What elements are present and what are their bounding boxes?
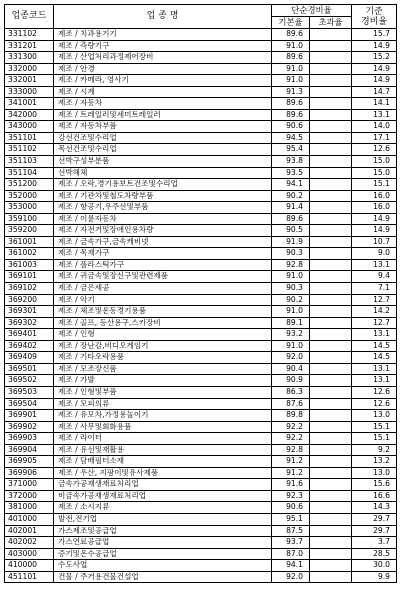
standard-rate-cell: 15.2	[352, 52, 397, 64]
excess-rate-cell	[310, 98, 352, 110]
industry-name-cell: 제조 / 자동차	[54, 98, 272, 110]
standard-rate-cell: 14.5	[352, 340, 397, 352]
basic-rate-cell: 94.1	[272, 560, 310, 572]
basic-rate-cell: 91.2	[272, 456, 310, 468]
expense-rate-table	[4, 4, 397, 583]
standard-rate-cell: 9.4	[352, 271, 397, 283]
industry-name-cell: 제조 / 유선및재활용	[54, 444, 272, 456]
table-row	[5, 40, 397, 52]
basic-rate-cell: 92.3	[272, 490, 310, 502]
code-cell: 332001	[5, 75, 54, 87]
industry-name-cell: 제조 / 담배필터소재	[54, 456, 272, 468]
table-row	[5, 537, 397, 549]
code-cell: 341001	[5, 98, 54, 110]
basic-rate-cell: 89.6	[272, 52, 310, 64]
header-basic-rate: 기본율	[272, 17, 310, 29]
code-cell: 351102	[5, 144, 54, 156]
table-row	[5, 259, 397, 271]
table-row	[5, 513, 397, 525]
excess-rate-cell	[310, 386, 352, 398]
excess-rate-cell	[310, 467, 352, 479]
excess-rate-cell	[310, 537, 352, 549]
industry-name-cell: 제조 / 가발	[54, 375, 272, 387]
code-cell: 451101	[5, 571, 54, 583]
table-row	[5, 179, 397, 191]
excess-rate-cell	[310, 421, 352, 433]
industry-name-cell: 제조 / 산업처리과정제어장비	[54, 52, 272, 64]
standard-rate-cell: 30.0	[352, 560, 397, 572]
basic-rate-cell: 90.2	[272, 294, 310, 306]
basic-rate-cell: 87.6	[272, 398, 310, 410]
excess-rate-cell	[310, 375, 352, 387]
excess-rate-cell	[310, 202, 352, 214]
standard-rate-cell: 14.9	[352, 75, 397, 87]
basic-rate-cell: 91.0	[272, 63, 310, 75]
standard-rate-cell: 13.0	[352, 467, 397, 479]
table-row	[5, 386, 397, 398]
excess-rate-cell	[310, 410, 352, 422]
industry-name-cell: 제조 / 기타오락용품	[54, 352, 272, 364]
table-row	[5, 271, 397, 283]
standard-rate-cell: 12.6	[352, 398, 397, 410]
table-body	[5, 29, 397, 583]
excess-rate-cell	[310, 513, 352, 525]
standard-rate-cell: 15.7	[352, 29, 397, 41]
excess-rate-cell	[310, 213, 352, 225]
standard-rate-cell: 15.0	[352, 156, 397, 168]
standard-rate-cell: 14.0	[352, 121, 397, 133]
excess-rate-cell	[310, 456, 352, 468]
excess-rate-cell	[310, 363, 352, 375]
code-cell: 351200	[5, 179, 54, 191]
excess-rate-cell	[310, 502, 352, 514]
standard-rate-cell: 17.1	[352, 132, 397, 144]
industry-name-cell: 제조 / 이륜자동차	[54, 213, 272, 225]
excess-rate-cell	[310, 144, 352, 156]
standard-rate-cell: 15.0	[352, 167, 397, 179]
code-cell: 369501	[5, 363, 54, 375]
standard-rate-cell: 15.1	[352, 179, 397, 191]
basic-rate-cell: 90.4	[272, 363, 310, 375]
code-cell: 351104	[5, 167, 54, 179]
industry-name-cell: 비금속가공재생재료처리업	[54, 490, 272, 502]
table-row	[5, 548, 397, 560]
table-row	[5, 375, 397, 387]
standard-rate-cell: 15.1	[352, 421, 397, 433]
standard-rate-cell: 13.1	[352, 363, 397, 375]
industry-name-cell: 가스제조및공급업	[54, 525, 272, 537]
table-row	[5, 98, 397, 110]
basic-rate-cell: 86.3	[272, 386, 310, 398]
basic-rate-cell: 95.4	[272, 144, 310, 156]
industry-name-cell: 목선건조및수리업	[54, 144, 272, 156]
basic-rate-cell: 94.5	[272, 132, 310, 144]
basic-rate-cell: 91.6	[272, 479, 310, 491]
code-cell: 372000	[5, 490, 54, 502]
header-standard-rate: 기준 경비율	[352, 5, 397, 29]
standard-rate-cell: 28.5	[352, 548, 397, 560]
code-cell: 331102	[5, 29, 54, 41]
industry-name-cell: 제조 / 악기	[54, 294, 272, 306]
table-row	[5, 571, 397, 583]
excess-rate-cell	[310, 86, 352, 98]
standard-rate-cell: 9.0	[352, 248, 397, 260]
excess-rate-cell	[310, 340, 352, 352]
code-cell: 402001	[5, 525, 54, 537]
code-cell: 369200	[5, 294, 54, 306]
table-row	[5, 433, 397, 445]
excess-rate-cell	[310, 352, 352, 364]
basic-rate-cell: 90.3	[272, 283, 310, 295]
table-row	[5, 144, 397, 156]
industry-name-cell: 제조 / 자동차부품	[54, 121, 272, 133]
table-header	[5, 5, 397, 29]
excess-rate-cell	[310, 306, 352, 318]
basic-rate-cell: 92.8	[272, 444, 310, 456]
industry-name-cell: 제조 / 소시지류	[54, 502, 272, 514]
standard-rate-cell: 15.1	[352, 433, 397, 445]
standard-rate-cell: 3.7	[352, 537, 397, 549]
standard-rate-cell: 29.7	[352, 513, 397, 525]
table-row	[5, 352, 397, 364]
industry-name-cell: 수도사업	[54, 560, 272, 572]
excess-rate-cell	[310, 283, 352, 295]
excess-rate-cell	[310, 571, 352, 583]
excess-rate-cell	[310, 75, 352, 87]
standard-rate-cell: 14.9	[352, 225, 397, 237]
basic-rate-cell: 92.0	[272, 571, 310, 583]
excess-rate-cell	[310, 433, 352, 445]
industry-name-cell: 발전,전기업	[54, 513, 272, 525]
table-row	[5, 213, 397, 225]
excess-rate-cell	[310, 444, 352, 456]
basic-rate-cell: 91.9	[272, 236, 310, 248]
code-cell: 361001	[5, 236, 54, 248]
basic-rate-cell: 90.5	[272, 225, 310, 237]
industry-name-cell: 제조 / 측량기구	[54, 40, 272, 52]
basic-rate-cell: 90.9	[272, 375, 310, 387]
code-cell: 331300	[5, 52, 54, 64]
code-cell: 369102	[5, 283, 54, 295]
excess-rate-cell	[310, 398, 352, 410]
code-cell: 369502	[5, 375, 54, 387]
industry-name-cell: 제조 / 목재가구	[54, 248, 272, 260]
table-row	[5, 52, 397, 64]
excess-rate-cell	[310, 225, 352, 237]
code-cell: 342000	[5, 109, 54, 121]
industry-name-cell: 선박해체	[54, 167, 272, 179]
basic-rate-cell: 95.1	[272, 513, 310, 525]
standard-rate-cell: 9.2	[352, 444, 397, 456]
code-cell: 369503	[5, 386, 54, 398]
code-cell: 369504	[5, 398, 54, 410]
industry-name-cell: 강선건조및수리업	[54, 132, 272, 144]
industry-name-cell: 제조 / 카메라, 영사기	[54, 75, 272, 87]
basic-rate-cell: 89.6	[272, 29, 310, 41]
industry-name-cell: 증기및온수공급업	[54, 548, 272, 560]
industry-name-cell: 제조 / 항공기,우주선및부품	[54, 202, 272, 214]
table-row	[5, 502, 397, 514]
table-row	[5, 421, 397, 433]
excess-rate-cell	[310, 248, 352, 260]
table-row	[5, 490, 397, 502]
industry-name-cell: 금속가공재생재료처리업	[54, 479, 272, 491]
standard-rate-cell: 14.3	[352, 502, 397, 514]
basic-rate-cell: 91.0	[272, 340, 310, 352]
standard-rate-cell: 29.7	[352, 525, 397, 537]
excess-rate-cell	[310, 109, 352, 121]
table-row	[5, 236, 397, 248]
code-cell: 359100	[5, 213, 54, 225]
standard-rate-cell: 14.2	[352, 306, 397, 318]
header-code: 업종코드	[5, 5, 54, 29]
excess-rate-cell	[310, 121, 352, 133]
standard-rate-cell: 13.1	[352, 329, 397, 341]
basic-rate-cell: 91.0	[272, 40, 310, 52]
industry-name-cell: 제조 / 골프, 등산용구,스키장비	[54, 317, 272, 329]
table-row	[5, 444, 397, 456]
table-row	[5, 248, 397, 260]
code-cell: 371000	[5, 479, 54, 491]
basic-rate-cell: 92.8	[272, 259, 310, 271]
code-cell: 343000	[5, 121, 54, 133]
basic-rate-cell: 89.6	[272, 109, 310, 121]
basic-rate-cell: 93.2	[272, 329, 310, 341]
standard-rate-cell: 9.9	[352, 571, 397, 583]
standard-rate-cell: 14.7	[352, 86, 397, 98]
industry-name-cell: 건물 / 주거용건물건설업	[54, 571, 272, 583]
code-cell: 369301	[5, 306, 54, 318]
industry-name-cell: 제조 / 모피의류	[54, 398, 272, 410]
standard-rate-cell: 13.0	[352, 410, 397, 422]
basic-rate-cell: 90.6	[272, 502, 310, 514]
basic-rate-cell: 91.0	[272, 271, 310, 283]
table-row	[5, 167, 397, 179]
industry-name-cell: 제조 / 우산, 지팡이및유사제품	[54, 467, 272, 479]
excess-rate-cell	[310, 271, 352, 283]
table-row	[5, 329, 397, 341]
header-name: 업 종 명	[54, 5, 272, 29]
basic-rate-cell: 87.0	[272, 548, 310, 560]
code-cell: 332000	[5, 63, 54, 75]
table-row	[5, 340, 397, 352]
industry-name-cell: 제조 / 트레일러및세미트레일러	[54, 109, 272, 121]
standard-rate-cell: 12.6	[352, 386, 397, 398]
basic-rate-cell: 92.2	[272, 433, 310, 445]
table-row	[5, 560, 397, 572]
excess-rate-cell	[310, 259, 352, 271]
code-cell: 410000	[5, 560, 54, 572]
standard-rate-cell: 14.9	[352, 40, 397, 52]
header-simple-rate: 단순경비율	[272, 5, 352, 17]
standard-rate-cell: 14.9	[352, 213, 397, 225]
industry-name-cell: 제조 / 기관차및철도차량부품	[54, 190, 272, 202]
basic-rate-cell: 94.1	[272, 179, 310, 191]
table-row	[5, 525, 397, 537]
excess-rate-cell	[310, 40, 352, 52]
table-row	[5, 190, 397, 202]
industry-name-cell: 제조 / 사무및회화용품	[54, 421, 272, 433]
excess-rate-cell	[310, 236, 352, 248]
code-cell: 351101	[5, 132, 54, 144]
industry-name-cell: 제조 / 귀금속및장신구및관련제품	[54, 271, 272, 283]
industry-name-cell: 제조 / 오락,경기용보트건조및수리업	[54, 179, 272, 191]
standard-rate-cell: 16.6	[352, 490, 397, 502]
table-row	[5, 317, 397, 329]
code-cell: 369905	[5, 456, 54, 468]
table-row	[5, 467, 397, 479]
standard-rate-cell: 10.7	[352, 236, 397, 248]
excess-rate-cell	[310, 52, 352, 64]
excess-rate-cell	[310, 63, 352, 75]
table-row	[5, 121, 397, 133]
basic-rate-cell: 89.6	[272, 213, 310, 225]
basic-rate-cell: 92.2	[272, 421, 310, 433]
excess-rate-cell	[310, 548, 352, 560]
industry-name-cell: 제조 / 금속가구,금속캐비넷	[54, 236, 272, 248]
excess-rate-cell	[310, 479, 352, 491]
excess-rate-cell	[310, 560, 352, 572]
basic-rate-cell: 89.1	[272, 317, 310, 329]
excess-rate-cell	[310, 179, 352, 191]
table-row	[5, 479, 397, 491]
standard-rate-cell: 13.1	[352, 375, 397, 387]
basic-rate-cell: 93.8	[272, 156, 310, 168]
industry-name-cell: 제조 / 유모차,가정용놀이기	[54, 410, 272, 422]
code-cell: 369906	[5, 467, 54, 479]
standard-rate-cell: 14.9	[352, 63, 397, 75]
excess-rate-cell	[310, 317, 352, 329]
excess-rate-cell	[310, 329, 352, 341]
industry-name-cell: 제조 / 인형및부품	[54, 386, 272, 398]
code-cell: 369409	[5, 352, 54, 364]
industry-name-cell: 제조 / 플라스틱가구	[54, 259, 272, 271]
excess-rate-cell	[310, 156, 352, 168]
industry-name-cell: 제조 / 금은세공	[54, 283, 272, 295]
basic-rate-cell: 90.6	[272, 121, 310, 133]
industry-name-cell: 제조 / 치과용기기	[54, 29, 272, 41]
code-cell: 351103	[5, 156, 54, 168]
excess-rate-cell	[310, 132, 352, 144]
code-cell: 402002	[5, 537, 54, 549]
table-row	[5, 156, 397, 168]
table-row	[5, 456, 397, 468]
basic-rate-cell: 90.3	[272, 248, 310, 260]
industry-name-cell: 선박구성부분품	[54, 156, 272, 168]
excess-rate-cell	[310, 167, 352, 179]
table-row	[5, 363, 397, 375]
basic-rate-cell: 87.5	[272, 525, 310, 537]
table-row	[5, 29, 397, 41]
table-row	[5, 306, 397, 318]
basic-rate-cell: 91.4	[272, 202, 310, 214]
code-cell: 352000	[5, 190, 54, 202]
code-cell: 361003	[5, 259, 54, 271]
code-cell: 369401	[5, 329, 54, 341]
table-row	[5, 202, 397, 214]
industry-name-cell: 가스연료공급업	[54, 537, 272, 549]
excess-rate-cell	[310, 490, 352, 502]
standard-rate-cell: 13.1	[352, 109, 397, 121]
table-row	[5, 410, 397, 422]
excess-rate-cell	[310, 29, 352, 41]
code-cell: 403000	[5, 548, 54, 560]
standard-rate-cell: 15.6	[352, 479, 397, 491]
industry-name-cell: 제조 / 자전거및장애인용차량	[54, 225, 272, 237]
basic-rate-cell: 91.3	[272, 86, 310, 98]
table-row	[5, 75, 397, 87]
industry-name-cell: 제조 / 라이터	[54, 433, 272, 445]
code-cell: 369101	[5, 271, 54, 283]
standard-rate-cell: 12.6	[352, 144, 397, 156]
code-cell: 369302	[5, 317, 54, 329]
standard-rate-cell: 12.7	[352, 294, 397, 306]
basic-rate-cell: 90.2	[272, 190, 310, 202]
code-cell: 369402	[5, 340, 54, 352]
table-row	[5, 86, 397, 98]
code-cell: 369903	[5, 433, 54, 445]
code-cell: 359200	[5, 225, 54, 237]
code-cell: 369904	[5, 444, 54, 456]
table-row	[5, 109, 397, 121]
excess-rate-cell	[310, 190, 352, 202]
code-cell: 333000	[5, 86, 54, 98]
standard-rate-cell: 16.0	[352, 190, 397, 202]
table-row	[5, 63, 397, 75]
basic-rate-cell: 92.0	[272, 352, 310, 364]
code-cell: 369901	[5, 410, 54, 422]
basic-rate-cell: 91.0	[272, 306, 310, 318]
table-row	[5, 283, 397, 295]
code-cell: 369902	[5, 421, 54, 433]
industry-name-cell: 제조 / 체조및운동경기용품	[54, 306, 272, 318]
industry-name-cell: 제조 / 장난감,비디오게임기	[54, 340, 272, 352]
header-excess-rate: 초과율	[310, 17, 352, 29]
standard-rate-cell: 12.7	[352, 317, 397, 329]
table-row	[5, 132, 397, 144]
industry-name-cell: 제조 / 모조장신품	[54, 363, 272, 375]
basic-rate-cell: 89.8	[272, 410, 310, 422]
standard-rate-cell: 13.1	[352, 259, 397, 271]
standard-rate-cell: 7.1	[352, 283, 397, 295]
code-cell: 361002	[5, 248, 54, 260]
basic-rate-cell: 93.5	[272, 167, 310, 179]
industry-name-cell: 제조 / 인형	[54, 329, 272, 341]
standard-rate-cell: 13.2	[352, 456, 397, 468]
table-row	[5, 398, 397, 410]
excess-rate-cell	[310, 294, 352, 306]
code-cell: 331201	[5, 40, 54, 52]
code-cell: 353000	[5, 202, 54, 214]
table-row	[5, 225, 397, 237]
code-cell: 401000	[5, 513, 54, 525]
basic-rate-cell: 93.7	[272, 537, 310, 549]
basic-rate-cell: 91.2	[272, 467, 310, 479]
basic-rate-cell: 91.0	[272, 75, 310, 87]
standard-rate-cell: 16.0	[352, 202, 397, 214]
excess-rate-cell	[310, 525, 352, 537]
table-row	[5, 294, 397, 306]
code-cell: 381000	[5, 502, 54, 514]
industry-name-cell: 제조 / 시계	[54, 86, 272, 98]
standard-rate-cell: 14.1	[352, 98, 397, 110]
industry-name-cell: 제조 / 안경	[54, 63, 272, 75]
basic-rate-cell: 89.6	[272, 98, 310, 110]
standard-rate-cell: 14.5	[352, 352, 397, 364]
